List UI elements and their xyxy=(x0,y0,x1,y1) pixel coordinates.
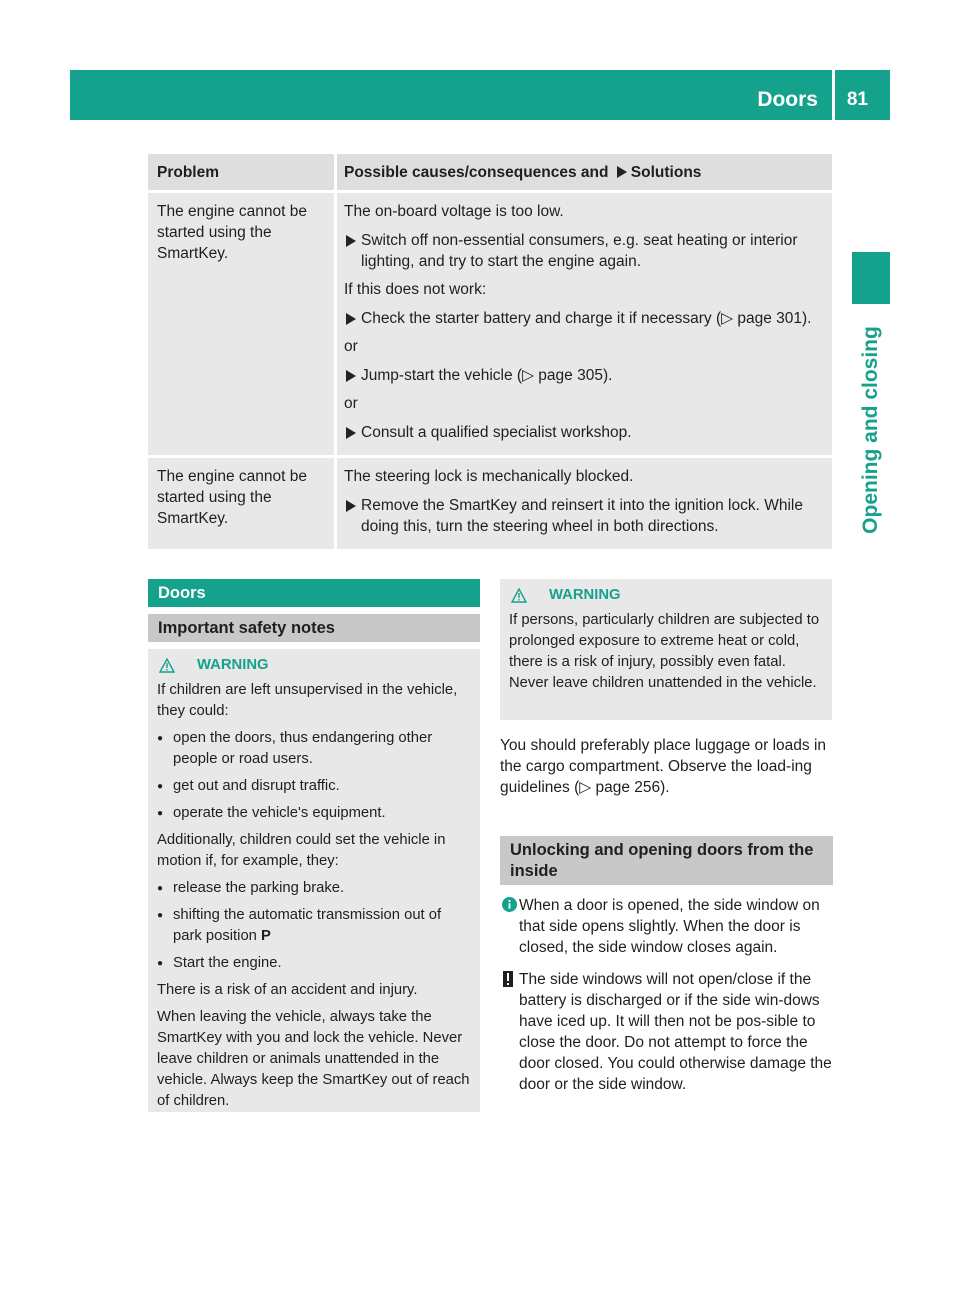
cause-text: The on-board voltage is too low. xyxy=(344,203,564,220)
action-step: Switch off non-essential consumers, e.g. seat heating or interior lighting, and try to start the engine again. xyxy=(344,230,828,272)
problem-cell: The engine cannot be started using the SmartKey. xyxy=(148,458,334,549)
action-step: Check the starter battery and charge it if necessary (▷ page 301). xyxy=(344,308,828,329)
header-bar xyxy=(70,70,890,120)
warning-intro: If children are left unsupervised in the vehicle, they could: xyxy=(157,682,458,719)
table-header-problem: Problem xyxy=(148,154,334,190)
info-note xyxy=(500,895,834,958)
chapter-tab xyxy=(852,252,890,304)
caution-text: The side windows will not open/close if the battery is discharged or if the side win-dows have iced up. It will then not be pos-sible to close the door. Do not attempt to force the door closed. You could otherwise damage the door or the side window. xyxy=(519,971,832,1093)
exclamation-icon xyxy=(502,971,514,987)
list-item: ● Start the engine. xyxy=(157,953,472,974)
or-text: or xyxy=(344,395,358,412)
header-divider xyxy=(832,70,835,120)
warning-label: WARNING xyxy=(549,587,621,603)
warning-label: WARNING xyxy=(197,657,269,673)
table-row xyxy=(148,193,832,455)
chapter-label: Opening and closing xyxy=(859,326,882,534)
luggage-paragraph: You should preferably place luggage or loads in the cargo compartment. Observe the load-ing guidelines (▷ page 256). xyxy=(500,737,827,796)
action-step: Jump-start the vehicle (▷ page 305). xyxy=(344,365,828,386)
warning-text: If persons, particularly children are subjected to prolonged exposure to extreme heat or cold, there is a risk of injury, possibly even fatal. Never leave children unattended in the vehicle. xyxy=(509,612,820,691)
list-item: ● operate the vehicle's equipment. xyxy=(157,803,472,824)
list-item: ● shifting the automatic transmission out of park position P xyxy=(157,905,472,947)
cause-text: The steering lock is mechanically blocked. xyxy=(344,468,634,485)
warning-box xyxy=(500,579,832,720)
table-row xyxy=(148,458,832,549)
warning-closing: When leaving the vehicle, always take the SmartKey with you and lock the vehicle. Never leave children or animals unattended in the vehicle. Always keep the SmartKey out of reach of children. xyxy=(157,1009,470,1109)
warning-mid: Additionally, children could set the vehicle in motion if, for example, they: xyxy=(157,832,446,869)
or-text: or xyxy=(344,338,358,355)
table-header-row xyxy=(148,154,832,190)
action-arrow-icon xyxy=(617,166,627,178)
header-title: Doors xyxy=(757,88,818,111)
subsection-heading-safety: Important safety notes xyxy=(148,614,480,642)
caution-note xyxy=(500,969,834,1095)
action-step: Remove the SmartKey and reinsert it into the ignition lock. While doing this, turn the steering wheel in both directions. xyxy=(344,495,828,537)
warning-triangle-icon xyxy=(159,658,175,673)
page-number: 81 xyxy=(846,89,868,110)
info-text: When a door is opened, the side window on that side opens slightly. When the door is closed, the side window closes again. xyxy=(519,897,820,956)
problem-cell: The engine cannot be started using the SmartKey. xyxy=(148,193,334,455)
table-header-causes: Possible causes/consequences and Solutions xyxy=(337,154,832,190)
solution-cell xyxy=(337,193,832,455)
solution-cell xyxy=(337,458,832,549)
warning-box xyxy=(148,649,480,1112)
action-step: Consult a qualified specialist workshop. xyxy=(344,422,828,443)
warning-risk: There is a risk of an accident and injury. xyxy=(157,982,418,998)
troubleshooting-table xyxy=(148,154,832,549)
list-item: ● get out and disrupt traffic. xyxy=(157,776,472,797)
condition-text: If this does not work: xyxy=(344,281,487,298)
warning-triangle-icon xyxy=(511,588,527,603)
list-item: ● release the parking brake. xyxy=(157,878,472,899)
info-icon xyxy=(502,897,517,912)
subsection-heading-unlock: Unlocking and opening doors from the inside xyxy=(500,836,833,885)
list-item: ● open the doors, thus endangering other people or road users. xyxy=(157,728,472,770)
section-heading-doors: Doors xyxy=(148,579,480,607)
